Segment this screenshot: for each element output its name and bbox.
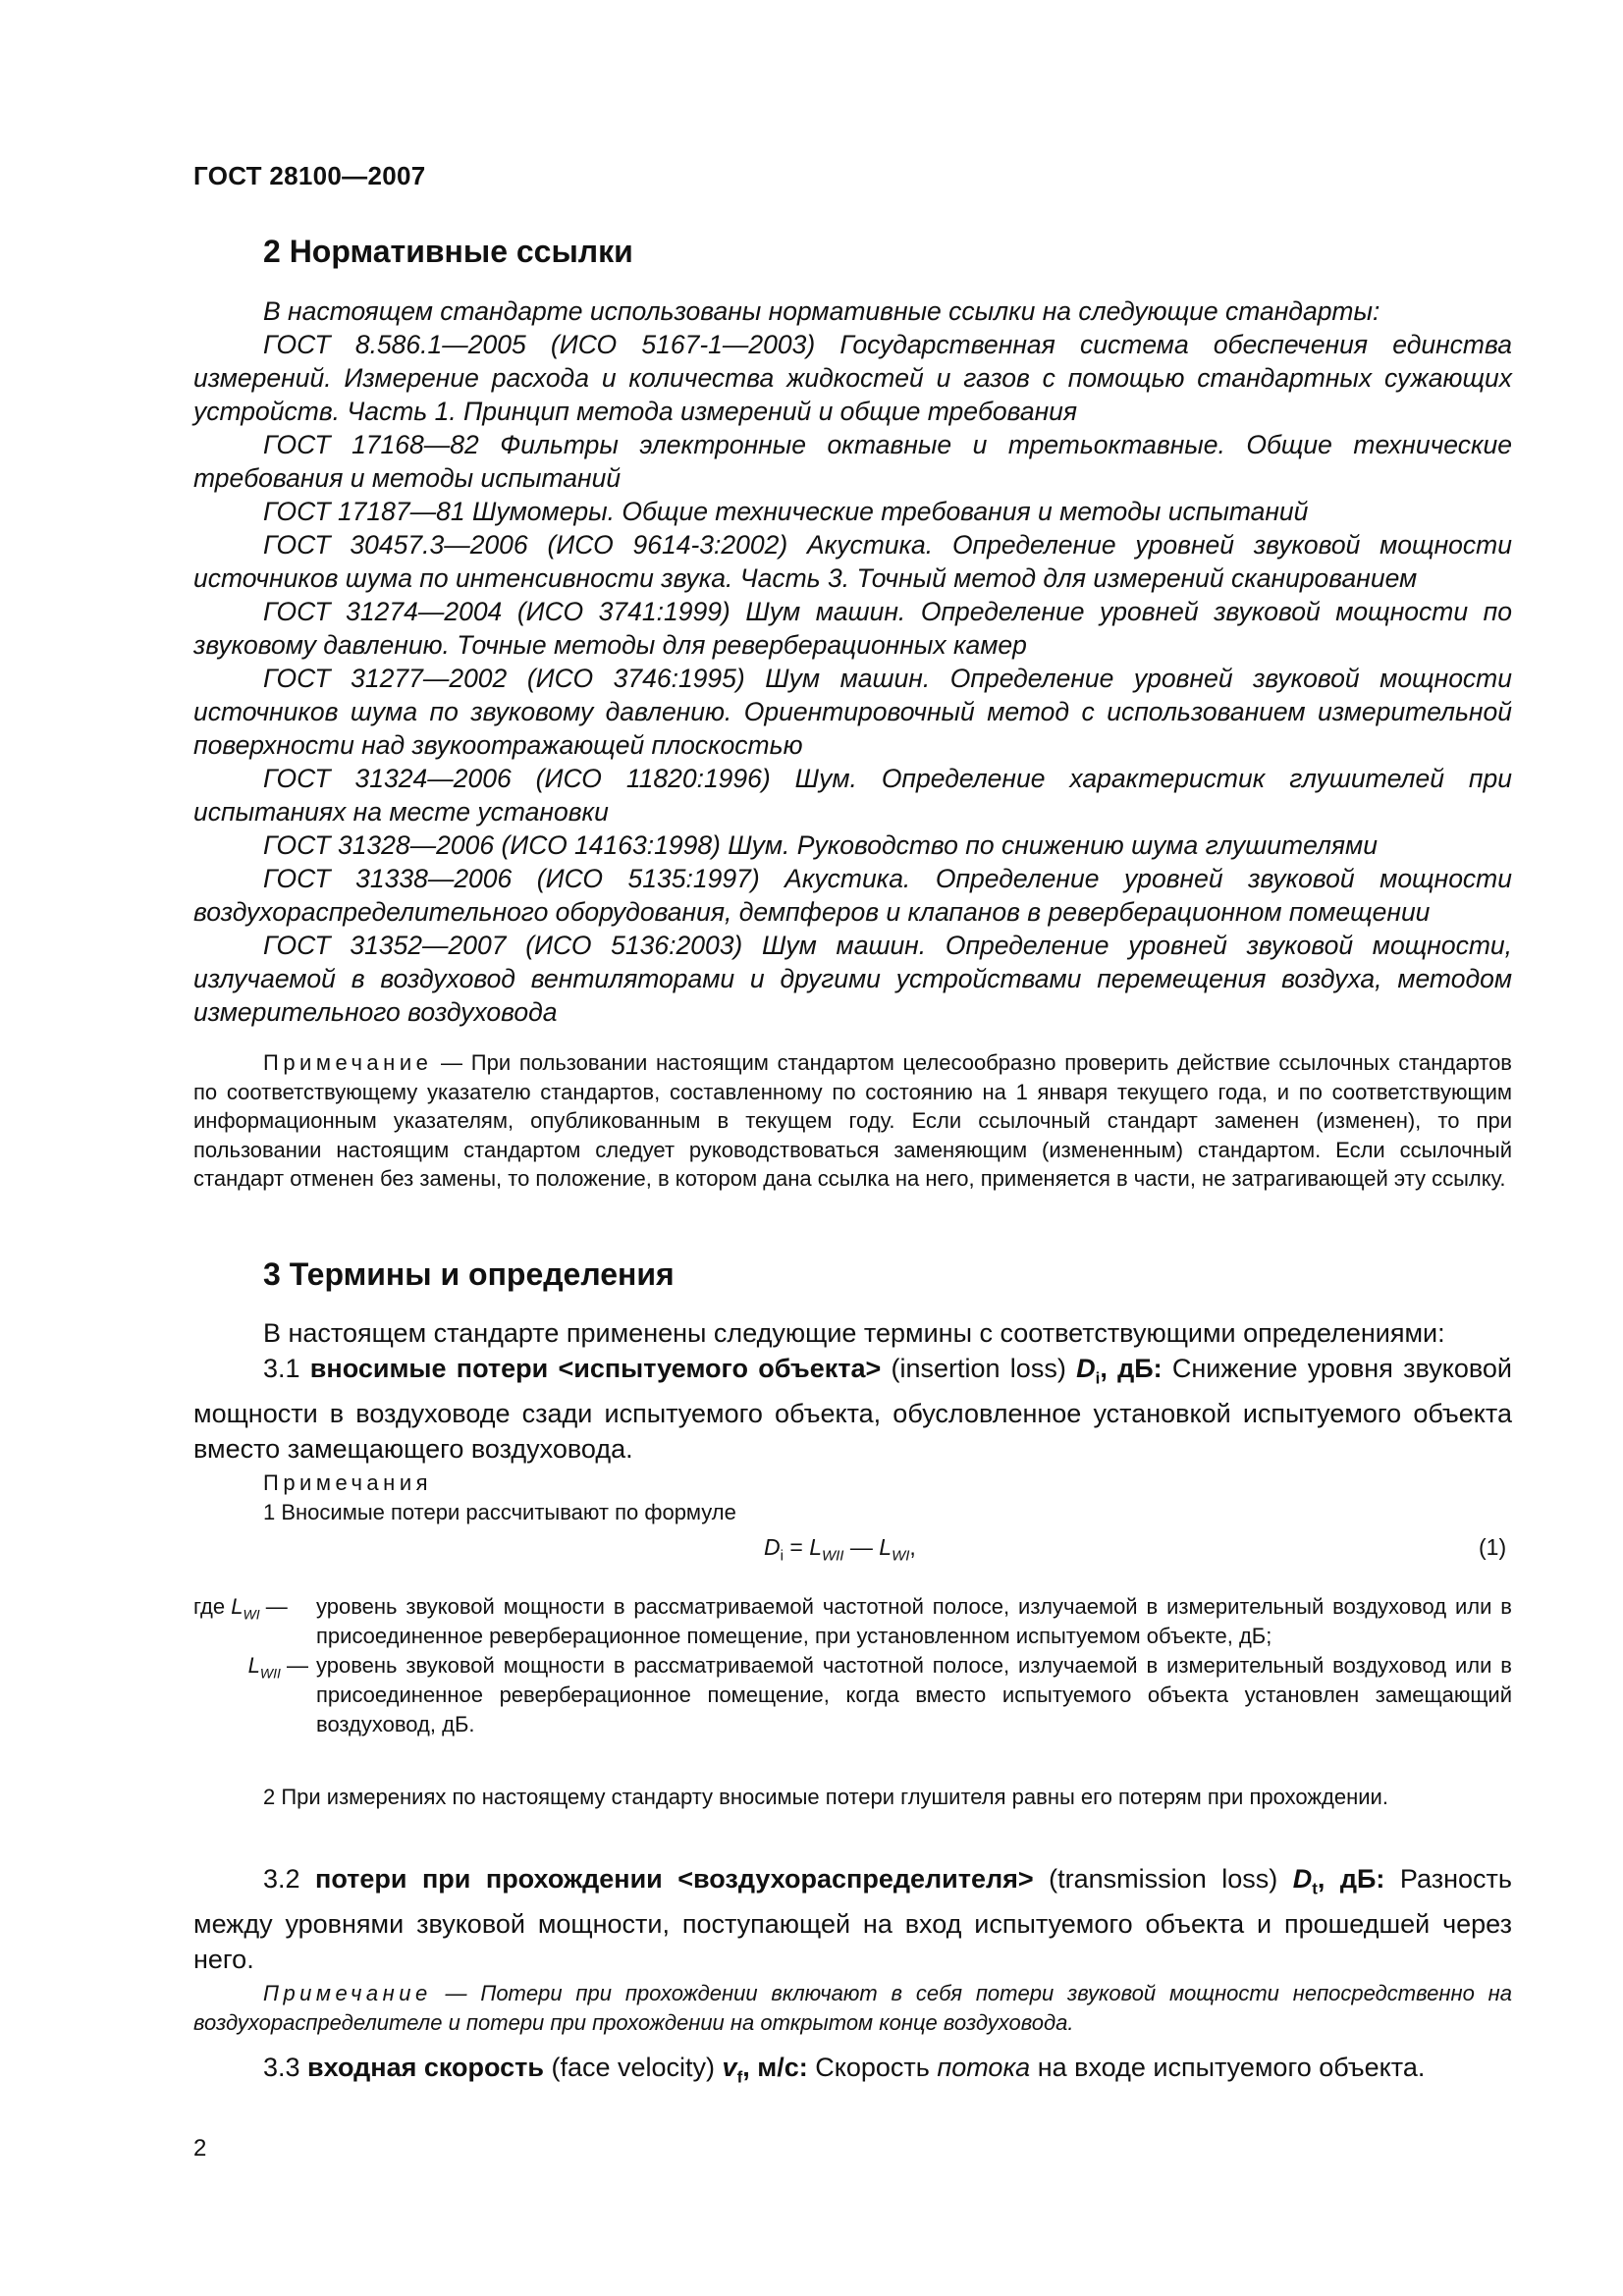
standard-id-header: ГОСТ 28100—2007: [193, 161, 426, 190]
term-name: потери при прохождении <воздухораспределителя>: [315, 1864, 1034, 1894]
page-number: 2: [193, 2135, 207, 2162]
reference-item: ГОСТ 31274—2004 (ИСО 3741:1999) Шум машин. Определение уровней звуковой мощности по звуковому давлению. Точные методы для реверберационных камер: [193, 597, 1512, 660]
term-definition: Разность между уровнями звуковой мощности, поступающей на вход испытуемого объекта и прошедшей через него.: [193, 1864, 1512, 1975]
term-3-1: 3.1 вносимые потери <испытуемого объекта> (insertion loss) $D_i$, дБ: Снижение уровня звуковой мощности в воздуховоде сзади испытуемого объекта, обусловленное установкой испытуемого объекта вместо замещающего воздуховода.: [193, 1354, 1512, 1465]
reference-item: ГОСТ 30457.3—2006 (ИСО 9614-3:2002) Акустика. Определение уровней звуковой мощности источников шума по интенсивности звука. Часть 3. Точный метод для измерений сканированием: [193, 530, 1512, 593]
note-2: 2 При измерениях по настоящему стандарту вносимые потери глушителя равны его потерям при прохождении.: [263, 1785, 1388, 1809]
section-2-note: [193, 1048, 1512, 1194]
notes-label: Примечания: [263, 1470, 433, 1495]
reference-item: ГОСТ 8.586.1—2005 (ИСО 5167-1—2003) Государственная система обеспечения единства измерений. Измерение расхода и количества жидкостей и газов с помощью стандартных сужающих устройств. Часть 1. Принцип метода измерений и общие требования: [193, 330, 1512, 426]
formula-1: $D_i = L_{WII}$ — $L_{WI}$,: [764, 1534, 916, 1565]
term-3-3-block: [193, 2050, 1512, 2095]
references-intro: В настоящем стандарте использованы нормативные ссылки на следующие стандарты:: [263, 296, 1380, 326]
where-definitions: [193, 1592, 1512, 1739]
term-3-1-block: [193, 1315, 1512, 1467]
reference-item: ГОСТ 17187—81 Шумомеры. Общие технические требования и методы испытаний: [263, 497, 1309, 526]
where-item: где $L_{WI}$ — уровень звуковой мощности в рассматриваемой частотной полосе, излучаемой в измерительный воздуховод или в присоединенное реверберационное помещение, при установленном испытуемом объекте, дБ;: [193, 1594, 1512, 1648]
terms-intro: В настоящем стандарте применены следующие термины с соответствующими определениями:: [263, 1318, 1445, 1348]
note-text: — Потери при прохождении включают в себя потери звуковой мощности непосредственно на воздухораспределителе и потери при прохождении на открытом конце воздуховода.: [193, 1981, 1512, 2035]
note-label: Примечание: [263, 1981, 432, 2005]
note-3-2-block: [193, 1979, 1512, 2037]
note-label: Примечание: [263, 1050, 433, 1075]
term-definition: Снижение уровня звуковой мощности в воздуховоде сзади испытуемого объекта, обусловленное установкой испытуемого объекта вместо замещающего воздуховода.: [193, 1354, 1512, 1465]
note-2-block: [193, 1783, 1512, 1812]
section-2-heading: 2 Нормативные ссылки: [263, 234, 633, 269]
section-2-references: [193, 294, 1512, 1029]
note-1: 1 Вносимые потери рассчитывают по формуле: [263, 1499, 736, 1524]
formula-number: (1): [1479, 1534, 1507, 1560]
section-3-heading: 3 Термины и определения: [263, 1256, 675, 1292]
reference-item: ГОСТ 31277—2002 (ИСО 3746:1995) Шум машин. Определение уровней звуковой мощности источников шума по звуковому давлению. Ориентировочный метод с использованием измерительной поверхности над звукоотражающей плоскостью: [193, 664, 1512, 760]
reference-item: ГОСТ 31324—2006 (ИСО 11820:1996) Шум. Определение характеристик глушителей при испытаниях на месте установки: [193, 764, 1512, 827]
term-name: вносимые потери <испытуемого объекта>: [309, 1354, 882, 1383]
reference-item: ГОСТ 17168—82 Фильтры электронные октавные и третьоктавные. Общие технические требования и методы испытаний: [193, 430, 1512, 493]
reference-item: ГОСТ 31352—2007 (ИСО 5136:2003) Шум машин. Определение уровней звуковой мощности, излучаемой в воздуховод вентиляторами и другими устройствами перемещения воздуха, методом измерительного воздуховода: [193, 931, 1512, 1027]
note-text: — При пользовании настоящим стандартом целесообразно проверить действие ссылочных стандартов по соответствующему указателю стандартов, составленному по состоянию на 1 января текущего года, и по соответствующим информационным указателям, опубликованным в текущем году. Если ссылочный стандарт заменен (изменен), то при пользовании настоящим стандартом следует руководствоваться заменяющим (измененным) стандартом. Если ссылочный стандарт отменен без замены, то положение, в котором дана ссылка на него, применяется в части, не затрагивающей эту ссылку.: [193, 1050, 1512, 1191]
reference-item: ГОСТ 31338—2006 (ИСО 5135:1997) Акустика. Определение уровней звуковой мощности воздухораспределительного оборудования, демпферов и клапанов в реверберационном помещении: [193, 864, 1512, 927]
where-item: $L_{WII}$ — уровень звуковой мощности в рассматриваемой частотной полосе, излучаемой в измерительный воздуховод или в присоединенное реверберационное помещение, когда вместо испытуемого объекта установлен замещающий воздуховод, дБ.: [247, 1653, 1512, 1736]
reference-item: ГОСТ 31328—2006 (ИСО 14163:1998) Шум. Руководство по снижению шума глушителями: [263, 830, 1378, 860]
notes-block: [193, 1468, 1512, 1526]
term-3-2-block: [193, 1861, 1512, 1977]
term-3-3: 3.3 входная скорость (face velocity) $v_f$, м/с: Скорость потока на входе испытуемого объекта.: [263, 2053, 1426, 2087]
term-name: входная скорость: [307, 2053, 544, 2082]
term-3-2: 3.2 потери при прохождении <воздухораспределителя> (transmission loss) $D_t$, дБ: Разность между уровнями звуковой мощности, поступающей на вход испытуемого объекта и прошедшей через него.: [193, 1864, 1512, 1975]
